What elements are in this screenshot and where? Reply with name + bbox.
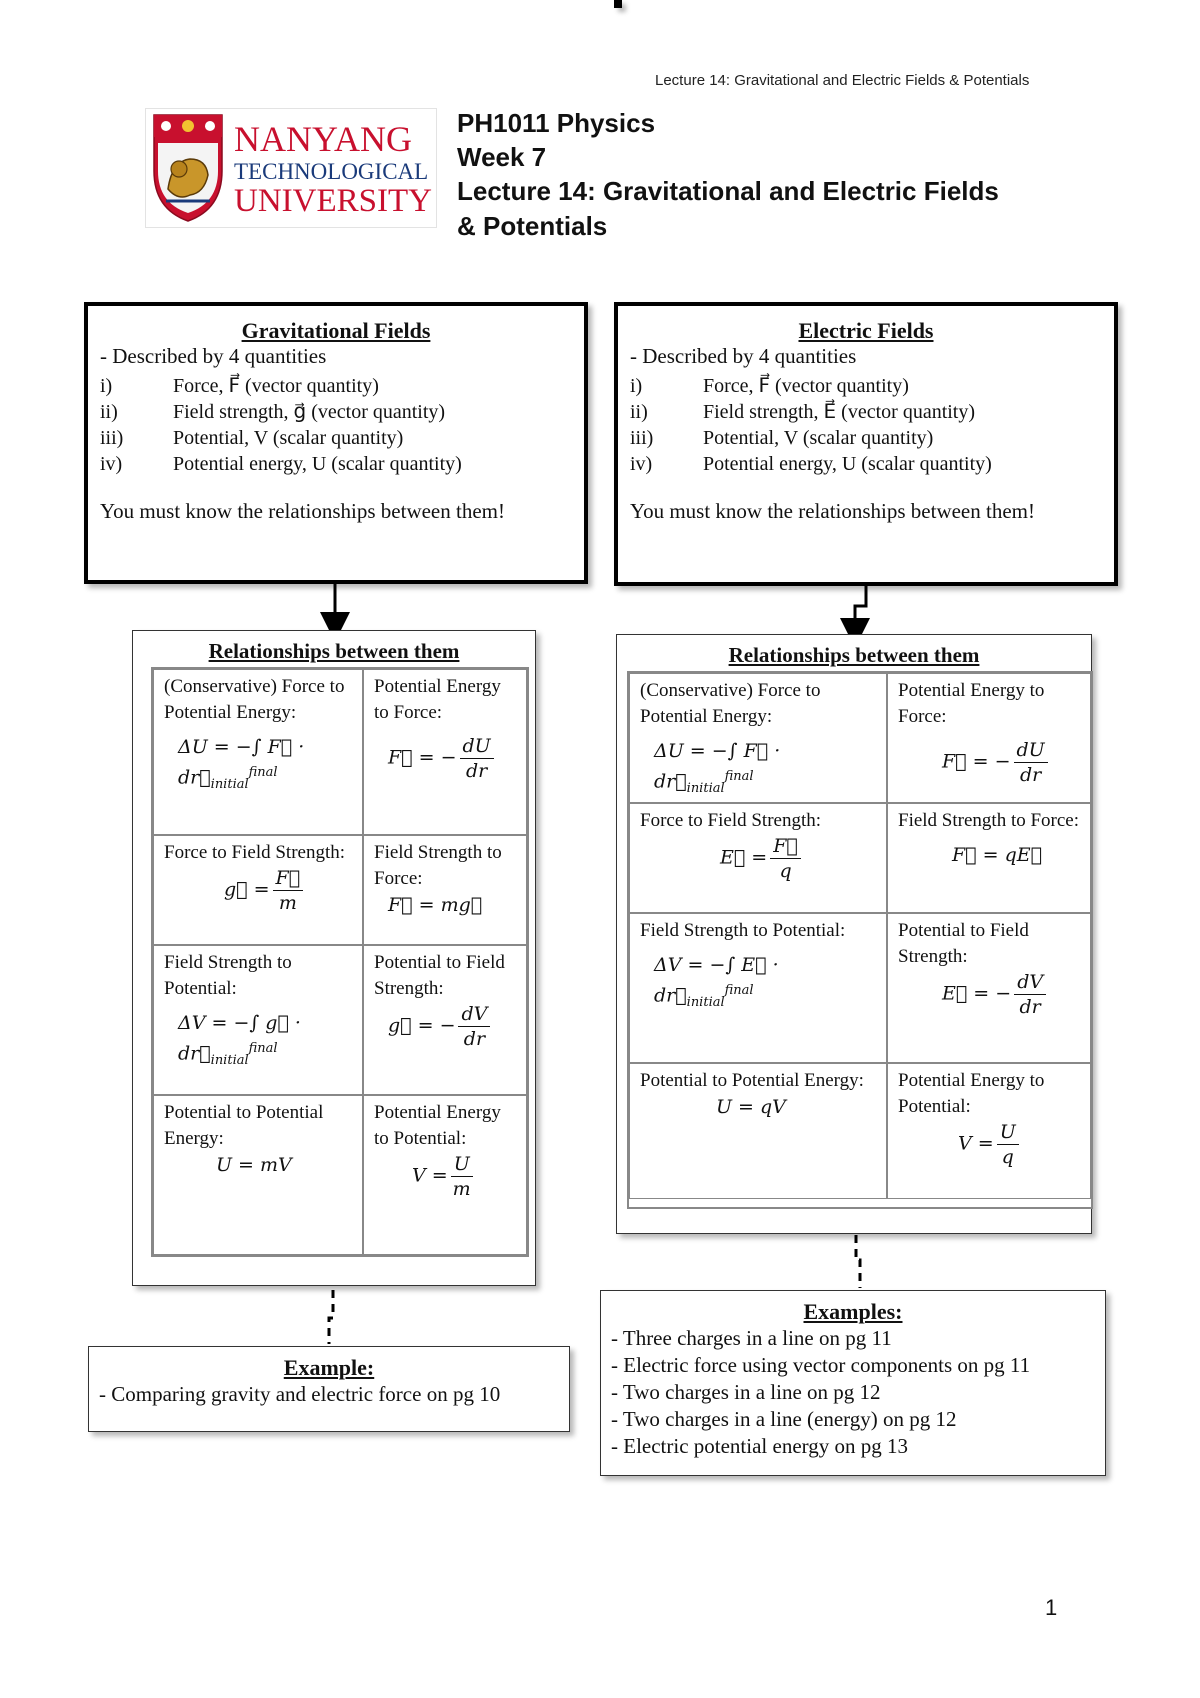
list-item: - Two charges in a line (energy) on pg 12 [611,1407,957,1431]
elec-dashed-connector [856,1235,860,1288]
list-item: ii) Field strength, g⃗ (vector quantity) [100,401,446,423]
running-header: Lecture 14: Gravitational and Electric Fields & Potentials [655,72,1030,89]
svg-text:UNIVERSITY: UNIVERSITY [234,183,432,219]
grav-quantity-list [100,373,572,477]
list-item: - Comparing gravity and electric force on pg 10 [99,1382,501,1406]
elec-summary-box [614,302,1118,586]
grav-desc: - Described by 4 quantities [100,344,327,368]
elec-cell-potential-to-pe: Potential to Potential Energy: U = qV [629,1063,887,1199]
list-item: ii) Field strength, E⃗ (vector quantity) [630,401,976,423]
list-item: iv) Potential energy, U (scalar quantity) [630,453,992,475]
grav-example-box [88,1346,570,1432]
grav-cell-pe-to-potential: Potential Energy to Potential: V = $\frac{U}{m}$ [363,1095,527,1255]
elec-cell-field-to-force: Field Strength to Force: F⃗ = qE⃗ [887,803,1091,913]
list-item: iii) Potential, V (scalar quantity) [100,427,404,449]
list-item: - Electric force using vector components on pg 11 [611,1353,1031,1377]
elec-cell-force-to-pe: (Conservative) Force to Potential Energy: ΔU = −∫ F⃗ · $dr⃗_{initial}^{final}$ [629,673,887,803]
list-item: - Three charges in a line on pg 11 [611,1326,892,1350]
grav-cell-force-to-pe: (Conservative) Force to Potential Energy: ΔU = −∫ F⃗ · $dr⃗_{initial}^{final}$ [153,669,363,835]
svg-text:NANYANG: NANYANG [234,119,412,159]
elec-relationships-box [616,634,1092,1234]
grav-relationships-table [151,667,529,1257]
elec-title: Electric Fields [798,318,934,343]
list-item: iii) Potential, V (scalar quantity) [630,427,934,449]
week-title: Week 7 [457,142,547,172]
elec-desc: - Described by 4 quantities [630,344,857,368]
grav-cell-potential-to-field: Potential to Field Strength: g⃗ = − $\frac{dV}{dr}$ [363,945,527,1095]
elec-cell-force-to-field: Force to Field Strength: E⃗ = $\frac{F⃗}{q}$ [629,803,887,913]
elec-examples-title: Examples: [803,1299,903,1324]
grav-summary-box [84,302,588,584]
grav-cell-potential-to-pe: Potential to Potential Energy: U = mV [153,1095,363,1255]
grav-remark: You must know the relationships between them! [100,499,505,523]
elec-arrow [855,583,866,633]
elec-quantity-list [630,373,1102,477]
grav-example-title: Example: [283,1355,375,1380]
list-item: i) Force, F⃗ (vector quantity) [630,375,909,397]
elec-remark: You must know the relationships between them! [630,499,1035,523]
grav-relationships-title: Relationships between them [208,639,460,663]
grav-cell-field-to-potential: Field Strength to Potential: ΔV = −∫ g⃗ · $dr⃗_{initial}^{final}$ [153,945,363,1095]
elec-examples-box [600,1290,1106,1476]
grav-title: Gravitational Fields [241,318,431,343]
course-title: PH1011 Physics [457,108,656,138]
list-item: iv) Potential energy, U (scalar quantity) [100,453,462,475]
elec-summary-box-outer [614,0,622,8]
grav-cell-field-to-force: Field Strength to Force: F⃗ = mg⃗ [363,835,527,945]
grav-dashed-connector [329,1290,333,1344]
elec-cell-potential-to-field: Potential to Field Strength: E⃗ = − $\frac{dV}{dr}$ [887,913,1091,1063]
elec-cell-field-to-potential: Field Strength to Potential: ΔV = −∫ E⃗ · $dr⃗_{initial}^{final}$ [629,913,887,1063]
grav-cell-force-to-field: Force to Field Strength: g⃗ = $\frac{F⃗}{m}$ [153,835,363,945]
lecture-title-cont: & Potentials [457,211,608,241]
svg-text:TECHNOLOGICAL: TECHNOLOGICAL [234,159,429,184]
elec-relationships-title: Relationships between them [728,643,980,667]
elec-relationships-table [627,671,1093,1209]
grav-relationships-box [132,630,536,1286]
list-item: - Two charges in a line on pg 12 [611,1380,881,1404]
grav-cell-pe-to-force: Potential Energy to Force: F⃗ = − $\frac{dU}{dr}$ [363,669,527,835]
page-number: 1 [1045,1595,1058,1620]
list-item: i) Force, F⃗ (vector quantity) [100,375,379,397]
list-item: - Electric potential energy on pg 13 [611,1434,909,1458]
elec-cell-pe-to-force: Potential Energy to Force: F⃗ = − $\frac{dU}{dr}$ [887,673,1091,803]
lecture-title: Lecture 14: Gravitational and Electric Fields [457,176,999,206]
elec-cell-pe-to-potential: Potential Energy to Potential: V = $\frac{U}{q}$ [887,1063,1091,1199]
